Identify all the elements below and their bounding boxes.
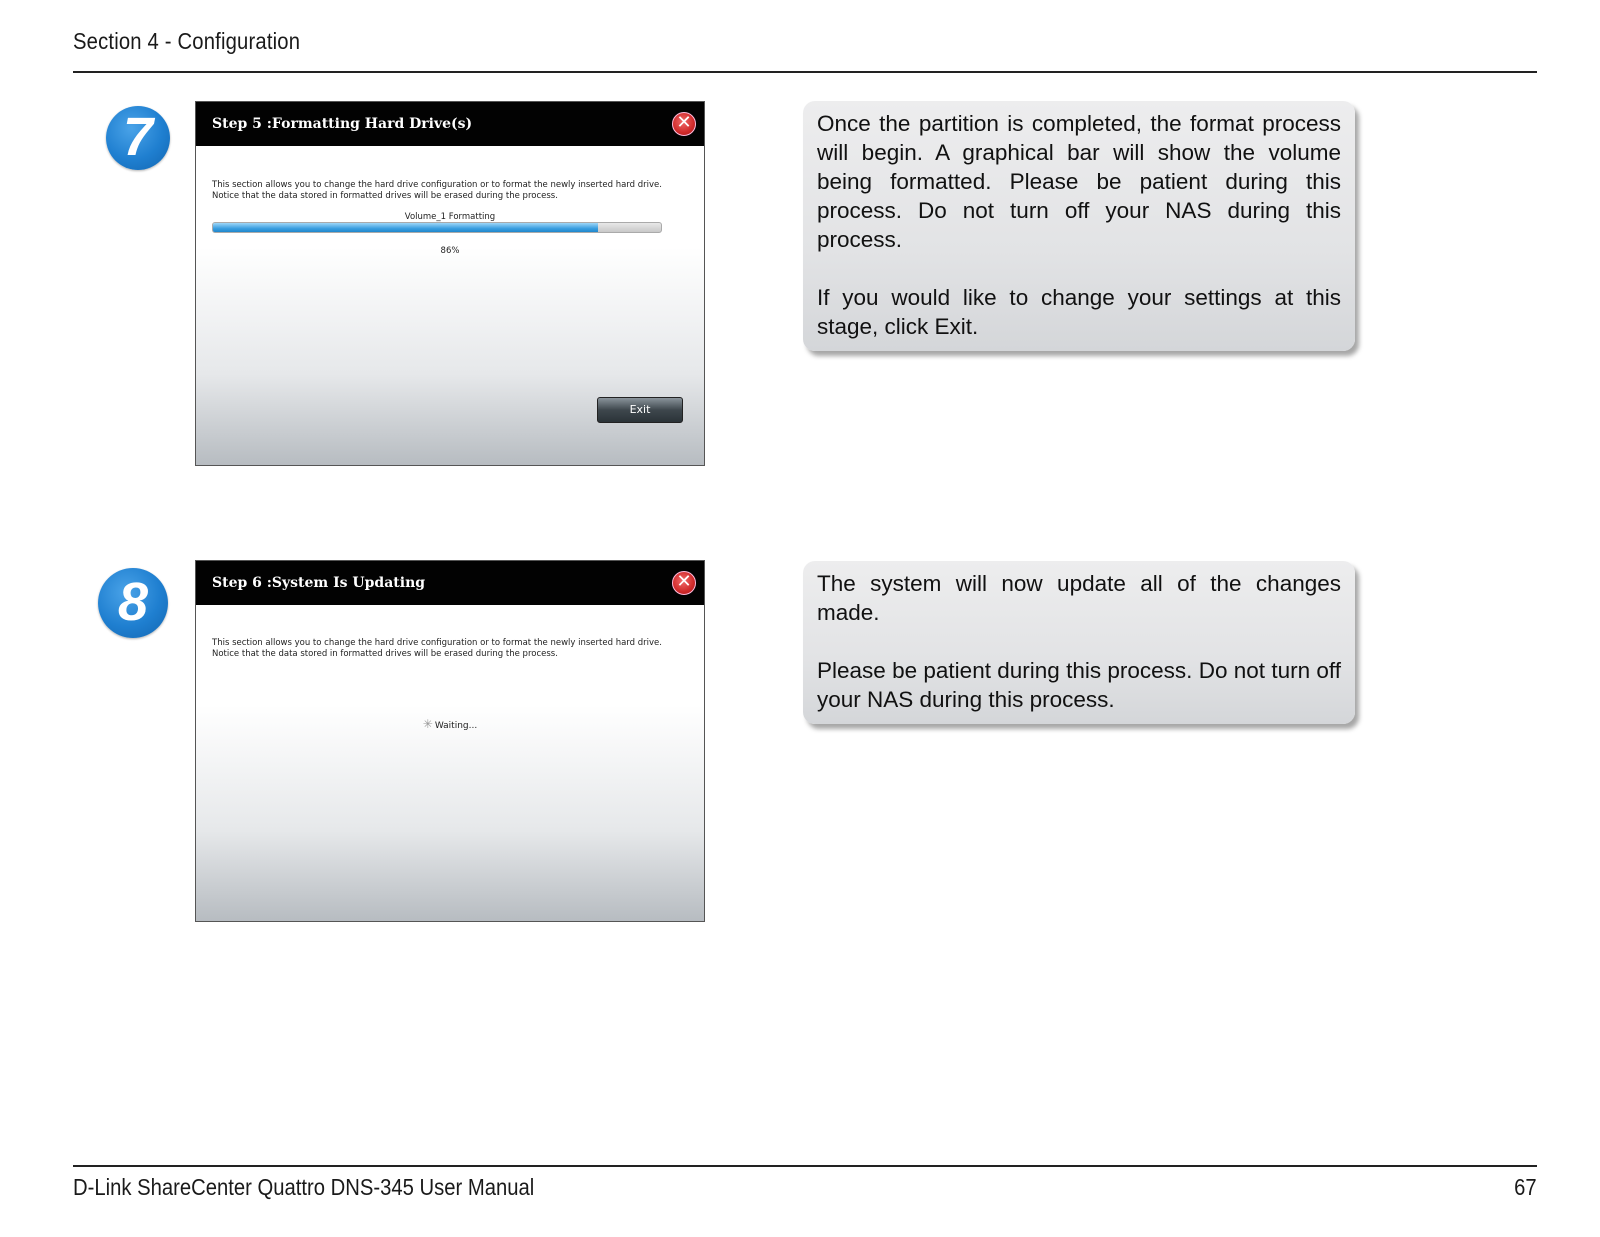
callout-paragraph: Please be patient during this process. Do not turn off your NAS during this process. xyxy=(817,658,1341,712)
step-7-callout xyxy=(803,101,1355,351)
system-updating-dialog xyxy=(195,560,705,922)
callout-paragraph: The system will now update all of the changes made. xyxy=(817,571,1341,625)
close-icon[interactable]: ✕ xyxy=(672,112,696,136)
dialog-titlebar xyxy=(196,102,704,146)
section-title: Section 4 - Configuration xyxy=(73,28,301,54)
spinner-icon: ✳ xyxy=(422,717,433,731)
formatting-dialog xyxy=(195,101,705,466)
waiting-indicator xyxy=(196,717,704,731)
manual-title: D-Link ShareCenter Quattro DNS-345 User Manual xyxy=(73,1174,535,1200)
step-8-badge: 8 xyxy=(98,568,168,638)
callout-paragraph: Once the partition is completed, the format process will begin. A graphical bar will show the volume being formatted. Please be patient during this process. Do not turn off your NAS during this process. xyxy=(817,111,1341,252)
close-icon[interactable]: ✕ xyxy=(672,571,696,595)
progress-bar xyxy=(212,222,662,233)
callout-paragraph: If you would like to change your settings at this stage, click Exit. xyxy=(817,285,1341,339)
step-8-callout xyxy=(803,561,1355,724)
dialog-description: This section allows you to change the hard drive configuration or to format the newly inserted hard drive. Notice that the data stored in formatted drives will be erased during the process. xyxy=(212,638,662,659)
header-divider xyxy=(73,71,1537,73)
step-7-badge: 7 xyxy=(106,106,170,170)
dialog-description: This section allows you to change the hard drive configuration or to format the newly inserted hard drive. Notice that the data stored in formatted drives will be erased during the process. xyxy=(212,180,662,201)
exit-button[interactable]: Exit xyxy=(597,397,683,423)
progress-percent: 86% xyxy=(440,246,460,256)
progress-label: Volume_1 Formatting xyxy=(404,212,496,222)
footer-divider xyxy=(73,1165,1537,1167)
dialog-title: Step 5 :Formatting Hard Drive(s) xyxy=(212,116,473,132)
dialog-title: Step 6 :System Is Updating xyxy=(212,575,426,591)
page-number: 67 xyxy=(1514,1174,1537,1200)
waiting-text: Waiting... xyxy=(434,721,478,731)
dialog-titlebar xyxy=(196,561,704,605)
progress-fill xyxy=(213,223,598,232)
